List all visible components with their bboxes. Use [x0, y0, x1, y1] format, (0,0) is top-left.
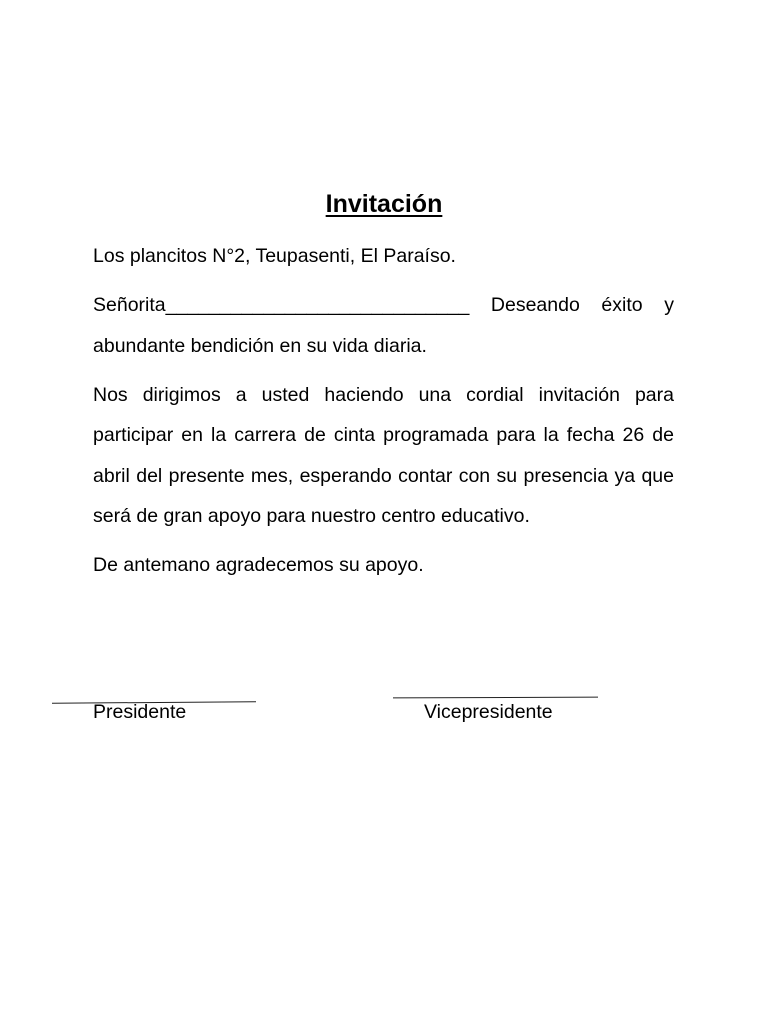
president-label: Presidente [93, 701, 187, 723]
document-body [93, 236, 674, 594]
vicepresident-signature-line [393, 697, 598, 699]
invitation-paragraph: Nos dirigimos a usted haciendo una cordial invitación para participar en la carrera de cinta programada para la fecha 26 de abril del presente mes, esperando contar con su presencia ya que será de gran apoyo para nuestro centro educativo. [93, 383, 674, 527]
vicepresident-label: Vicepresidente [424, 701, 553, 723]
address-line: Los plancitos N°2, Teupasenti, El Paraíso. [93, 245, 456, 267]
greeting-paragraph: Señorita____________________________ Deseando éxito y abundante bendición en su vida diaria. [93, 294, 674, 357]
closing-line: De antemano agradecemos su apoyo. [93, 554, 424, 576]
document-title: Invitación [325, 190, 443, 218]
